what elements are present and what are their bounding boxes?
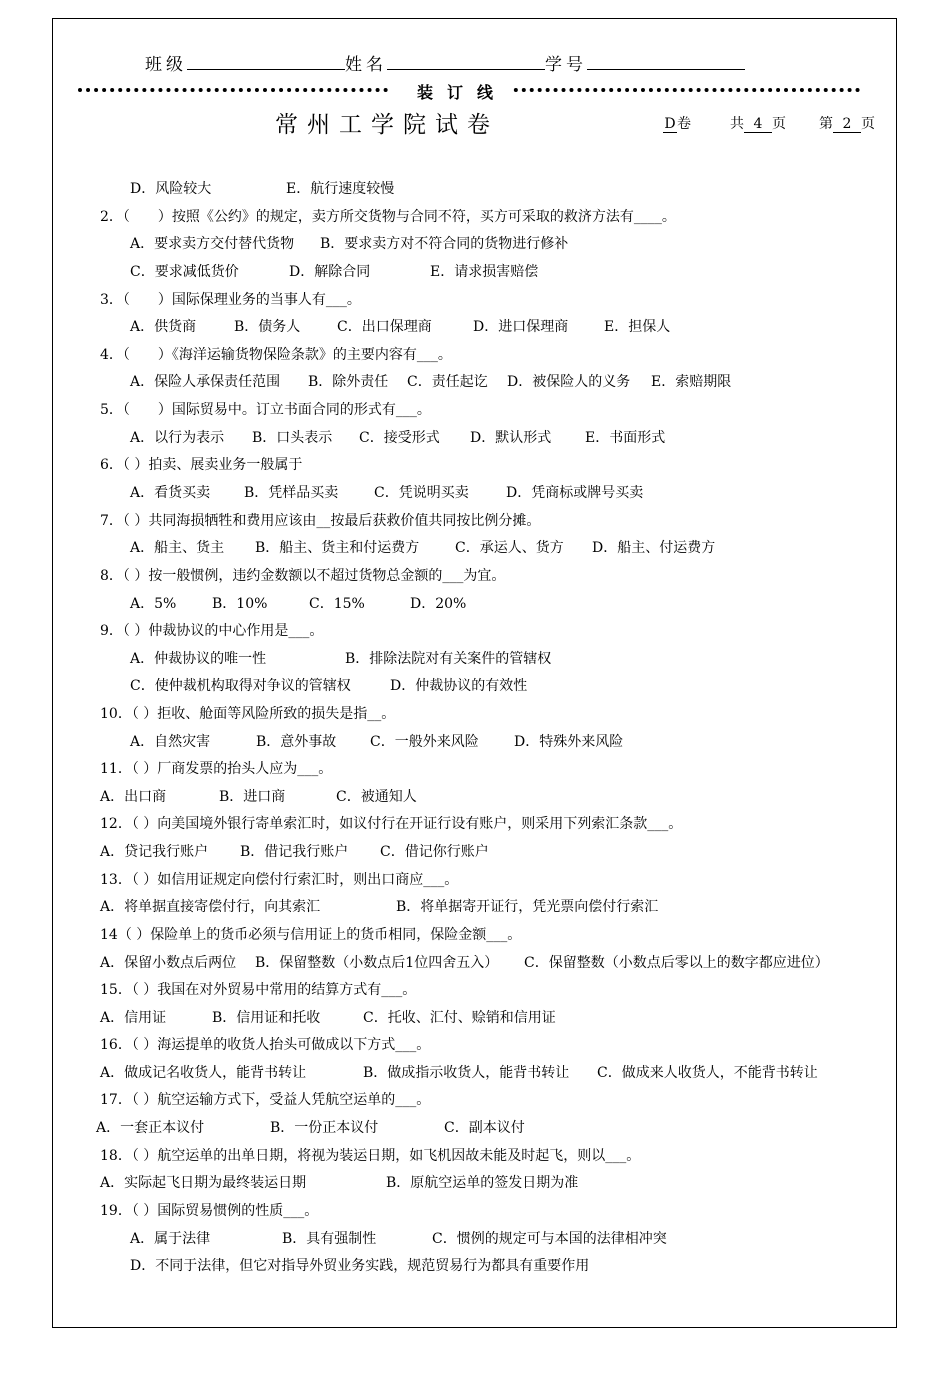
question-10: 10．（ ）拒收、舱面等风险所致的损失是指__。 [100,706,396,722]
question-18: 18．（ ）航空运单的出单日期，将视为装运日期，如飞机因故未能及时起飞，则以___。 [100,1148,641,1164]
exam-title: 常州工学院试卷 [275,112,499,138]
question-16: 16．（ ）海运提单的收货人抬头可做成以下方式___。 [100,1037,431,1053]
question-8: 8．（ ）按一般惯例，违约金数额以不超过货物总金额的___为宜。 [100,568,506,584]
question-17: 17．（ ）航空运输方式下，受益人凭航空运单的___。 [100,1092,431,1108]
list-item: D．不同于法律，但它对指导外贸业务实践，规范贸易行为都具有重要作用 [130,1258,590,1274]
question-13: 13．（ ）如信用证规定向偿付行索汇时，则出口商应___。 [100,872,459,888]
question-3: 3．（ ）国际保理业务的当事人有___。 [100,292,361,308]
current-page: 第 2 页 [819,116,875,132]
question-5: 5．（ ）国际贸易中。订立书面合同的形式有___。 [100,402,431,418]
class-label: 班级 [145,55,187,75]
name-label: 姓名 [345,55,387,75]
binding-label: 装订线 [407,83,513,102]
question-12: 12．（ ）向美国境外银行寄单索汇时，如议付行在开证行设有账户，则采用下列索汇条款___。 [100,816,683,832]
question-11: 11．（ ）厂商发票的抬头人应为___。 [100,761,333,777]
student-info-header [145,50,745,75]
question-2: 2．（ ）按照《公约》的规定，卖方所交货物与合同不符，买方可采取的救济方法有____。 [100,209,676,225]
question-9: 9．（ ）仲裁协议的中心作用是___。 [100,623,324,639]
paper-version: D卷 [664,116,691,132]
question-19: 19．（ ）国际贸易惯例的性质___。 [100,1203,319,1219]
total-pages: 共 4 页 [730,116,786,132]
id-label: 学号 [545,55,587,75]
name-field[interactable] [387,55,545,70]
question-6: 6．（ ）拍卖、展卖业务一般属于 [100,457,303,473]
question-15: 15．（ ）我国在对外贸易中常用的结算方式有___。 [100,982,417,998]
id-field[interactable] [587,55,745,70]
question-14: 14（ ）保险单上的货币必须与信用证上的货币相同，保险金额___。 [100,927,522,943]
binding-line [78,80,860,100]
question-4: 4．（ ）《海洋运输货物保险条款》的主要内容有___。 [100,347,452,363]
class-field[interactable] [187,55,345,70]
question-7: 7．（ ）共同海损牺牲和费用应该由__按最后获救价值共同按比例分摊。 [100,513,541,529]
